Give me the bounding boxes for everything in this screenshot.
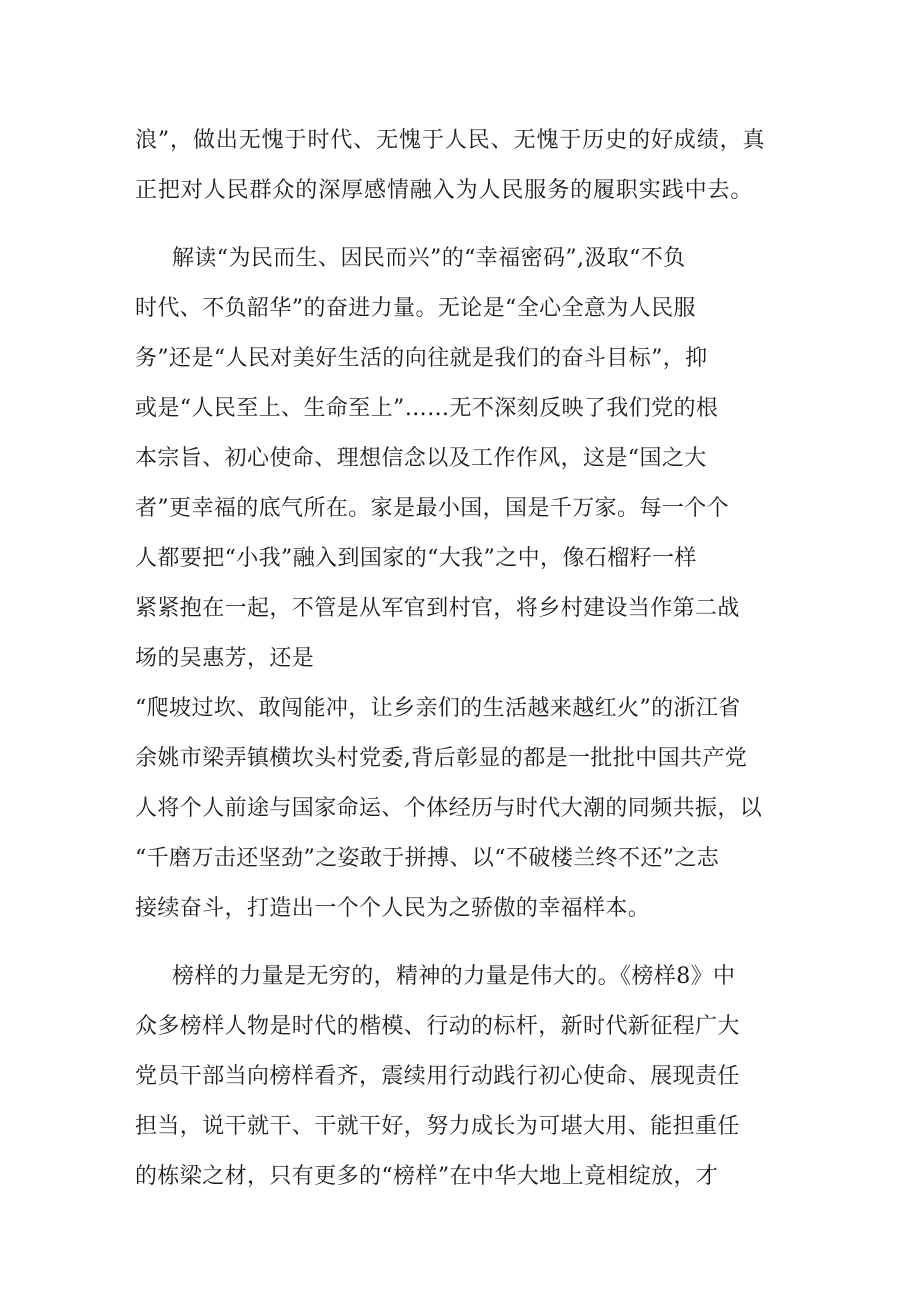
text-line: 或是“人民至上、生命至上”……无不深刻反映了我们党的根 <box>135 396 719 421</box>
text-line: 余姚市梁弄镇横坎头村党委,背后彰显的都是一批批中国共产党 <box>135 746 748 771</box>
text-line: 场的吴惠芳，还是 <box>135 646 315 671</box>
text-line: 本宗旨、初心使命、理想信念以及工作作风，这是“国之大 <box>135 446 707 471</box>
text-line: 解读“为民而生、因民而兴”的“幸福密码”,汲取“不负 <box>172 246 686 271</box>
text-line: 接续奋斗，打造出一个个人民为之骄傲的幸福样本。 <box>135 896 651 921</box>
text-line: 众多榜样人物是时代的楷模、行动的标杆，新时代新征程广大 <box>135 1014 740 1039</box>
text-line: 者”更幸福的底气所在。家是最小国，国是千万家。每一个个 <box>135 496 730 521</box>
text-line: 担当，说干就干、干就干好，努力成长为可堪大用、能担重任 <box>135 1114 740 1139</box>
text-line: 的栋梁之材，只有更多的“榜样”在中华大地上竟相绽放，才 <box>135 1164 719 1189</box>
text-line: 浪”，做出无愧于时代、无愧于人民、无愧于历史的好成绩，真 <box>135 128 766 153</box>
text-line: 正把对人民群众的深厚感情融入为人民服务的履职实践中去。 <box>135 178 754 203</box>
text-line: 时代、不负韶华”的奋进力量。无论是“全心全意为人民服 <box>135 296 696 321</box>
text-line: 人都要把“小我”融入到国家的“大我”之中，像石榴籽一样 <box>135 546 697 571</box>
text-line: 务”还是“人民对美好生活的向往就是我们的奋斗目标”，抑 <box>135 346 708 371</box>
text-line: 榜样的力量是无穷的，精神的力量是伟大的。《榜样8》中 <box>172 964 736 989</box>
text-line: 党员干部当向榜样看齐，震续用行动践行初心使命、展现责任 <box>135 1064 740 1089</box>
text-line: “千磨万击还坚劲”之姿敢于拼搏、以“不破楼兰终不还”之志 <box>135 846 720 871</box>
text-line: “爬坡过坎、敢闯能冲，让乡亲们的生活越来越红火”的浙江省 <box>135 696 741 721</box>
text-line: 人将个人前途与国家命运、个体经历与时代大潮的同频共振，以 <box>135 796 763 821</box>
text-line: 紧紧抱在一起，不管是从军官到村官，将乡村建设当作第二战 <box>135 596 740 621</box>
